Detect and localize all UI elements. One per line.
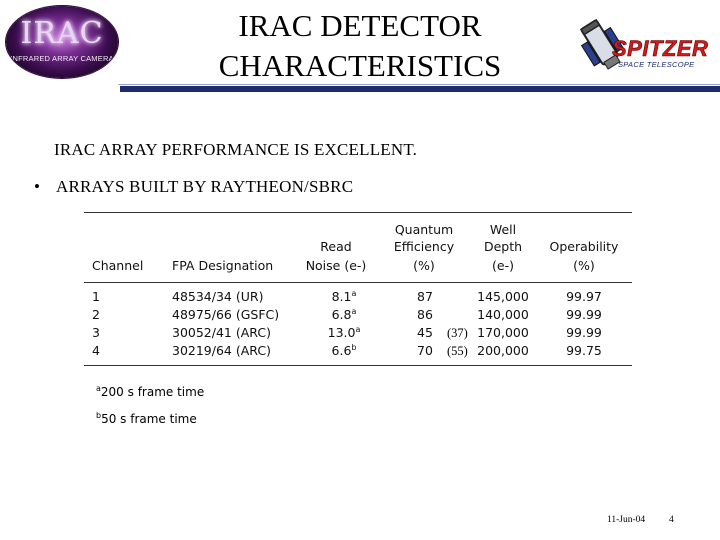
read-noise-value: 13.0 xyxy=(327,325,356,340)
header-rule xyxy=(120,86,720,92)
table-bottom-rule xyxy=(84,365,632,366)
cell-well-depth: 170,000 xyxy=(477,325,529,340)
read-noise-note: a xyxy=(351,307,357,316)
header-operability-1: Operability xyxy=(549,239,619,254)
header-qe-2: Efficiency xyxy=(393,239,455,254)
cell-operability: 99.97 xyxy=(566,289,602,304)
page-number: 4 xyxy=(669,515,674,525)
headline-text: IRAC ARRAY PERFORMANCE IS EXCELLENT. xyxy=(54,140,418,159)
cell-channel: 1 xyxy=(92,289,100,304)
cell-read-noise xyxy=(300,307,388,323)
cell-read-noise xyxy=(300,325,388,341)
cell-fpa: 48975/66 (GSFC) xyxy=(172,307,280,322)
read-noise-value: 6.6 xyxy=(331,343,352,358)
cell-well-depth: 200,000 xyxy=(477,343,529,358)
read-noise-note: b xyxy=(351,343,357,352)
header-qe-1: Quantum xyxy=(394,222,454,237)
header-rule-highlight xyxy=(118,84,720,85)
spitzer-logo-subtext: SPACE TELESCOPE xyxy=(618,60,695,69)
header-channel: Channel xyxy=(92,258,144,273)
cell-operability: 99.75 xyxy=(566,343,602,358)
spitzer-logo xyxy=(578,14,716,76)
cell-well-depth: 140,000 xyxy=(477,307,529,322)
cell-qe: 70 xyxy=(417,343,433,358)
footnote-mark: b xyxy=(96,411,102,420)
read-noise-note: a xyxy=(351,289,357,298)
qe-annotation: (37) xyxy=(447,326,468,340)
footnote-text: 200 s frame time xyxy=(100,385,205,399)
header-well-3: (e-) xyxy=(492,258,514,273)
cell-read-noise xyxy=(300,343,388,359)
footnote-mark: a xyxy=(96,384,101,393)
read-noise-value: 8.1 xyxy=(331,289,352,304)
qe-annotation: (55) xyxy=(447,344,468,358)
slide-title xyxy=(160,6,560,86)
bullet-marker: • xyxy=(34,177,41,196)
header-well-2: Depth xyxy=(483,239,523,254)
header-well-1: Well xyxy=(489,222,517,237)
irac-logo xyxy=(6,6,118,78)
bullet-text: ARRAYS BUILT BY RAYTHEON/SBRC xyxy=(56,177,354,196)
cell-fpa: 30219/64 (ARC) xyxy=(172,343,271,358)
header-qe-3: (%) xyxy=(413,258,435,273)
cell-channel: 4 xyxy=(92,343,100,358)
cell-qe: 87 xyxy=(417,289,433,304)
footnote-text: 50 s frame time xyxy=(101,412,197,426)
footnote-b xyxy=(96,412,197,426)
cell-qe: 45 xyxy=(417,325,433,340)
cell-fpa: 48534/34 (UR) xyxy=(172,289,264,304)
footnote-a xyxy=(96,385,204,399)
table-header-rule xyxy=(84,282,632,283)
cell-fpa: 30052/41 (ARC) xyxy=(172,325,271,340)
bullet-item xyxy=(34,177,353,197)
read-noise-note: a xyxy=(355,325,361,334)
cell-operability: 99.99 xyxy=(566,325,602,340)
title-line-1: IRAC DETECTOR xyxy=(238,8,482,43)
header-operability-2: (%) xyxy=(573,258,595,273)
cell-read-noise xyxy=(300,289,388,305)
table-top-rule xyxy=(84,212,632,213)
header-fpa: FPA Designation xyxy=(172,258,274,273)
cell-operability: 99.99 xyxy=(566,307,602,322)
header-read-noise-1: Read xyxy=(320,239,352,254)
cell-well-depth: 145,000 xyxy=(477,289,529,304)
irac-logo-subtext: INFRARED ARRAY CAMERA xyxy=(10,54,114,63)
spitzer-logo-text: SPITZER xyxy=(612,36,709,61)
cell-channel: 3 xyxy=(92,325,100,340)
irac-logo-text: IRAC xyxy=(20,16,104,51)
read-noise-value: 6.8 xyxy=(331,307,352,322)
cell-qe: 86 xyxy=(417,307,433,322)
header-read-noise-2: Noise (e-) xyxy=(305,258,367,273)
title-line-2: CHARACTERISTICS xyxy=(218,48,502,83)
footer-date: 11-Jun-04 xyxy=(607,515,646,525)
cell-channel: 2 xyxy=(92,307,100,322)
